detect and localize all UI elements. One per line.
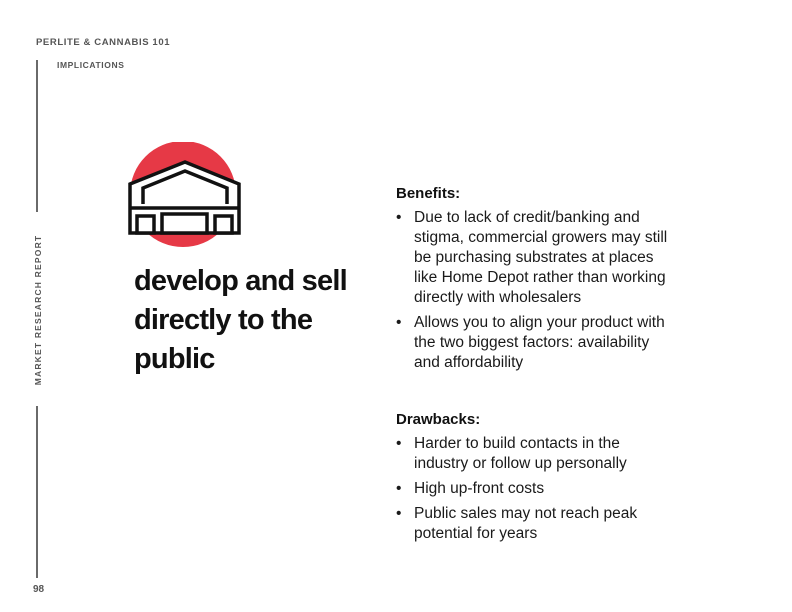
- bullet-icon: •: [396, 314, 402, 331]
- benefits-list: [396, 208, 776, 373]
- store-window-left: [137, 216, 154, 233]
- drawbacks-section: [396, 410, 776, 549]
- vertical-divider-bottom: [36, 406, 38, 578]
- list-item: [396, 479, 776, 499]
- benefits-heading: Benefits:: [396, 185, 461, 202]
- bullet-icon: •: [396, 480, 402, 497]
- store-window-right: [215, 216, 232, 233]
- side-report-label: MARKET RESEARCH REPORT: [33, 234, 43, 386]
- store-doors: [162, 214, 207, 233]
- list-item-text: Public sales may not reach peak potential for years: [414, 505, 638, 542]
- bullet-icon: •: [396, 505, 402, 522]
- page-number: 98: [33, 584, 45, 595]
- report-title: PERLITE & CANNABIS 101: [36, 37, 171, 48]
- strategy-headline: develop and sell directly to the public: [134, 265, 347, 375]
- drawbacks-list: [396, 434, 776, 544]
- list-item: [396, 504, 776, 544]
- list-item-text: Allows you to align your product with the two biggest factors: availability and affordability: [414, 314, 665, 371]
- bullet-icon: •: [396, 435, 402, 452]
- list-item: [396, 208, 776, 308]
- benefits-section: [396, 184, 776, 378]
- list-item-text: Due to lack of credit/banking and stigma, commercial growers may still be purchasing substrates at places like Home Depot rather than working directly with wholesalers: [414, 209, 668, 306]
- list-item-text: High up-front costs: [414, 480, 545, 497]
- list-item-text: Harder to build contacts in the industry or follow up personally: [414, 435, 627, 472]
- list-item: [396, 434, 776, 474]
- storefront-icon: [126, 142, 242, 252]
- vertical-divider-top: [36, 60, 38, 212]
- drawbacks-heading: Drawbacks:: [396, 411, 481, 428]
- bullet-icon: •: [396, 209, 402, 226]
- section-label: IMPLICATIONS: [57, 60, 125, 70]
- list-item: [396, 313, 776, 373]
